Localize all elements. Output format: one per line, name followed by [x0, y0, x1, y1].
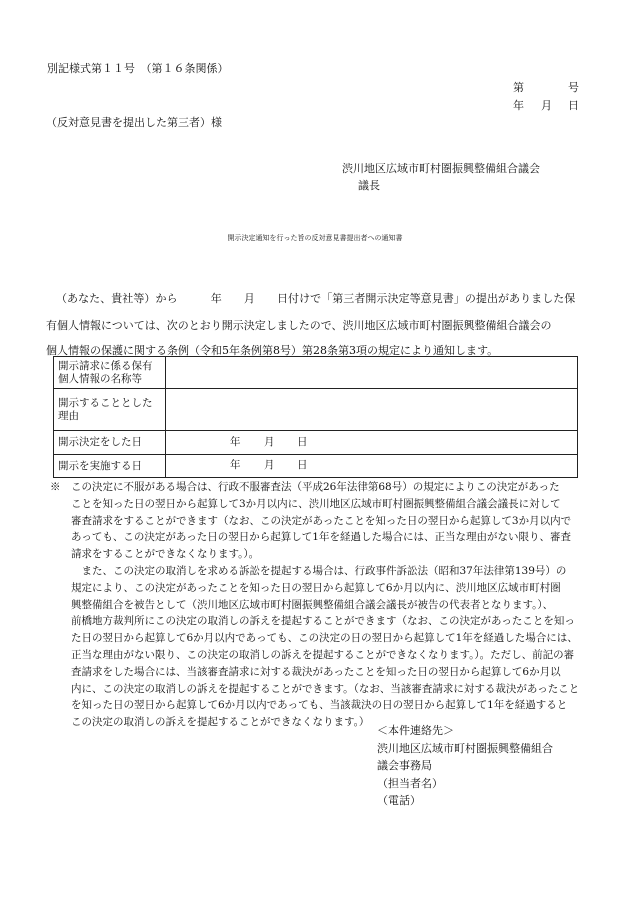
note-line: を知った日の翌日から起算して6か月以内であっても、当該裁決の日の翌日から起算して1年を経過すると	[50, 699, 568, 712]
contact-heading: ＜本件連絡先＞	[377, 724, 454, 737]
info-name-value[interactable]	[166, 357, 578, 389]
date-month: 月	[541, 99, 552, 112]
form-number: 別記様式第１１号 （第１６条関係）	[47, 62, 229, 75]
note-line: た日の翌日から起算して6か月以内であっても、この決定の日の翌日から起算して1年を経過した場合には、	[50, 632, 578, 645]
decision-date-value[interactable]: 年 月 日	[166, 431, 578, 455]
table-row	[54, 455, 578, 478]
ref-suffix: 号	[568, 81, 579, 94]
sender-title: 議長	[358, 179, 380, 192]
contact-block	[377, 722, 553, 810]
table-row	[54, 357, 578, 389]
implementation-date-value[interactable]: 年 月 日	[166, 455, 578, 478]
note-line: 請求をすることができなくなります。）。	[50, 548, 260, 561]
note-line: ※ この決定に不服がある場合は、行政不服審査法（平成26年法律第68号）の規定によりこの決定があった	[50, 481, 560, 493]
contact-org: 渋川地区広域市町村圏振興整備組合	[377, 741, 553, 755]
row-label: 開示を実施する日	[54, 455, 166, 478]
note-line: 正当な理由がない限り、この決定の取消しの訴えを提起することができなくなります。）。ただし、前記の審	[50, 648, 575, 661]
note-line: 査請求をした場合には、当該審査請求に対する裁決があったことを知った日の翌日から起算して6か月以	[50, 665, 561, 678]
row-label: 開示決定をした日	[54, 431, 166, 455]
body-line: 個人情報の保護に関する条例（令和5年条例第8号）第28条第3項の規定により通知します。	[46, 344, 499, 357]
row-label: 開示請求に係る保有 個人情報の名称等	[54, 357, 166, 389]
note-line: 内に、この決定の取消しの訴えを提起することができます。（なお、当該審査請求に対する裁決があったこと	[50, 682, 580, 695]
note-line: また、この決定の取消しを求める訴訟を提起する場合は、行政事件訴訟法（昭和37年法律第139号）の	[50, 564, 567, 577]
contact-phone: （電話）	[377, 794, 421, 807]
body-line: （あなた、貴社等）から 年 月 日付けで「第三者開示決定等意見書」の提出がありました保	[56, 292, 576, 305]
date-day: 日	[568, 99, 579, 112]
table-row	[54, 431, 578, 455]
notes	[50, 479, 590, 731]
table-row	[54, 389, 578, 431]
note-line: 規定により、この決定があったことを知った日の翌日から起算して6か月以内に、渋川地区広域市町村圏	[50, 581, 561, 594]
issue-date	[513, 97, 579, 111]
document-title: 開示決定通知を行った旨の反対意見書提出者への通知書	[227, 234, 403, 242]
decision-table	[53, 356, 578, 478]
note-line: この決定の取消しの訴えを提起することができなくなります。）	[50, 716, 370, 729]
date-year: 年	[513, 99, 524, 112]
reason-value[interactable]	[166, 389, 578, 431]
sender-organization: 渋川地区広域市町村圏振興整備組合議会	[342, 162, 540, 175]
note-line: あっても、この決定があった日の翌日から起算して1年を経過した場合には、正当な理由がない限り、審査	[50, 531, 571, 544]
body-line: 有個人情報については、次のとおり開示決定しましたので、渋川地区広域市町村圏振興整備組合議会の	[46, 319, 552, 332]
recipient: （反対意見書を提出した第三者）様	[46, 116, 222, 129]
contact-person: （担当者名）	[377, 776, 443, 790]
contact-office: 議会事務局	[377, 759, 432, 772]
note-line: ことを知った日の翌日から起算して3か月以内に、渋川地区広域市町村圏振興整備組合議会議長に対して	[50, 497, 561, 510]
note-line: 審査請求をすることができます（なお、この決定があったことを知った日の翌日から起算して3か月以内で	[50, 514, 572, 527]
row-label: 開示することとした 理由	[54, 389, 166, 431]
ref-prefix: 第	[513, 81, 524, 94]
note-line: 興整備組合を被告として（渋川地区広域市町村圏振興整備組合議会議長が被告の代表者となります。）、	[50, 598, 554, 611]
note-line: 前橋地方裁判所にこの決定の取消しの訴えを提起することができます（なお、この決定があったことを知っ	[50, 615, 575, 628]
